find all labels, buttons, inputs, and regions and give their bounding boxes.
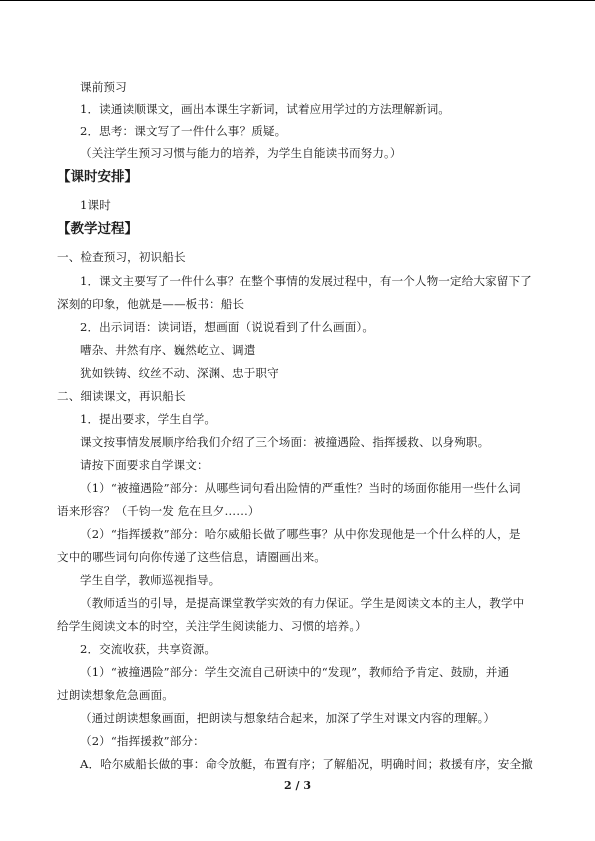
section-1-words-1: 嘈杂、井然有序、巍然屹立、调遣 — [80, 343, 256, 357]
section-2-share-1-line-1: （1）“被撞遇险”部分：学生交流自己研读中的“发现”，教师给予肯定、鼓励，并通 — [80, 665, 510, 679]
section-2-intro: 课文按事情发展顺序给我们介绍了三个场面：被撞遇险、指挥援救、以身殉职。 — [80, 435, 490, 449]
page-number: 2 / 3 — [284, 779, 311, 792]
section-1-words-2: 犹如铁铸、纹丝不动、深渊、忠于职守 — [80, 366, 279, 380]
preview-item-1: 1．读通读顺课文，画出本课生字新词，试着应用学过的方法理解新词。 — [80, 102, 450, 116]
section-2-requirement-1-line-2: 语来形容？（千钧一发 危在旦夕……） — [57, 504, 260, 518]
section-1-item-1-line-1: 1．课文主要写了一件什么事？在整个事情的发展过程中，有一个人物一定给大家留下了 — [80, 274, 532, 288]
section-2-note-1-line-1: （教师适当的引导，是提高课堂教学实效的有力保证。学生是阅读文本的主人，教学中 — [80, 596, 525, 610]
preview-title: 课前预习 — [80, 80, 127, 94]
section-2-request: 请按下面要求自学课文： — [80, 458, 209, 472]
section-2-self-study: 学生自学，教师巡视指导。 — [80, 573, 221, 587]
section-2-note-2: （通过朗读想象画面，把朗读与想象结合起来，加深了学生对课文内容的理解。） — [80, 711, 496, 725]
section-1-item-2: 2．出示词语：读词语，想画面（说说看到了什么画面）。 — [80, 320, 375, 334]
section-2-requirement-2-line-1: （2）“指挥援救”部分：哈尔威船长做了哪些事？从中你发现他是一个什么样的人，是 — [80, 527, 521, 541]
section-2-requirement-2-line-2: 文中的哪些词句向你传递了这些信息，请圈画出来。 — [57, 550, 326, 564]
schedule-heading: 【课时安排】 — [57, 169, 138, 185]
preview-item-2: 2．思考：课文写了一件什么事？质疑。 — [80, 124, 287, 138]
section-2-note-1-line-2: 给学生阅读文本的时空，关注学生阅读能力、习惯的培养。） — [57, 619, 367, 633]
section-2-requirement-1-line-1: （1）“被撞遇险”部分：从哪些词句看出险情的严重性？当时的场面你能用一些什么词 — [80, 481, 521, 495]
section-2-item-1: 1．提出要求，学生自学。 — [80, 412, 217, 426]
section-1-item-1-line-2: 深刻的印象，他就是——板书：船长 — [57, 297, 245, 311]
section-2-point-a: A．哈尔威船长做的事：命令放艇，布置有序；了解船况，明确时间；救援有序，安全撤 — [80, 757, 533, 771]
section-2-title: 二、细读课文，再识船长 — [57, 389, 186, 403]
section-1-title: 一、检查预习，初识船长 — [57, 250, 186, 264]
preview-note: （关注学生预习习惯与能力的培养，为学生自能读书而努力。） — [80, 146, 402, 160]
section-2-share-2: （2）“指挥援救”部分： — [80, 734, 205, 748]
section-2-share-1-line-2: 过朗读想象危急画面。 — [57, 688, 174, 702]
process-heading: 【教学过程】 — [57, 221, 138, 237]
schedule-value: 1课时 — [80, 198, 111, 212]
section-2-item-2: 2．交流收获，共享资源。 — [80, 642, 217, 656]
